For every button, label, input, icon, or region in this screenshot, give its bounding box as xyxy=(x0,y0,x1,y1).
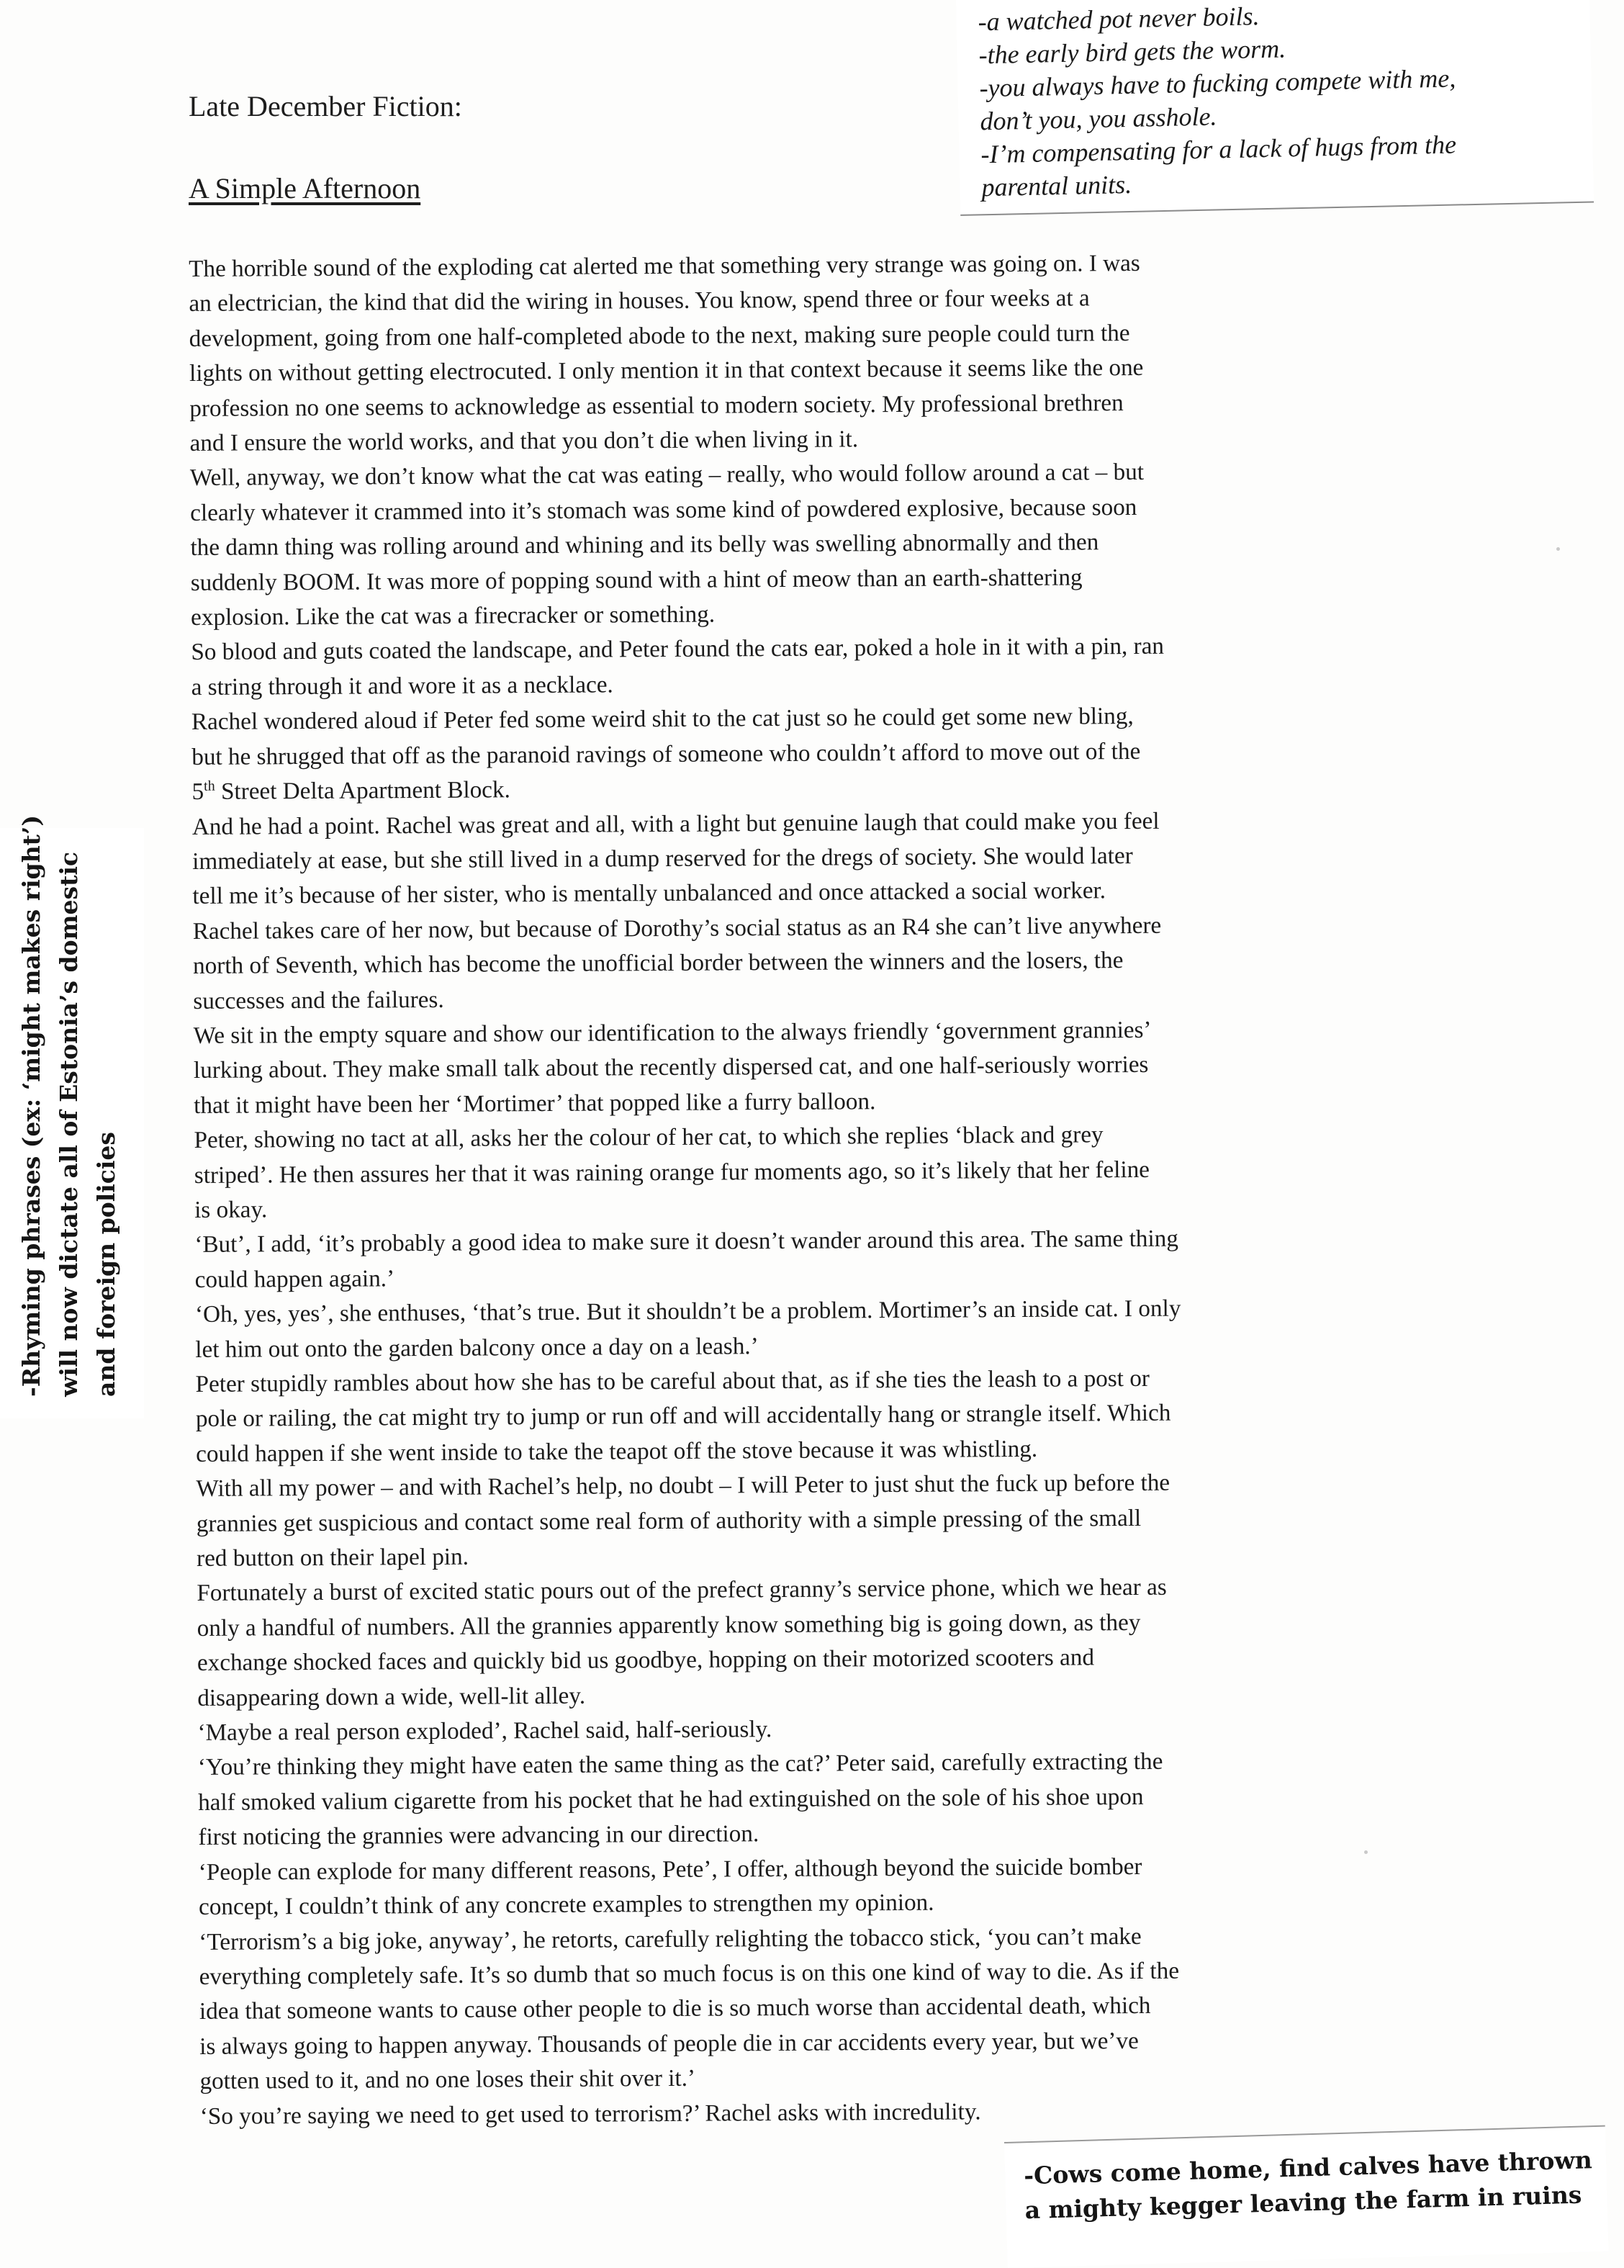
story-line: but he shrugged that off as the paranoid ravings of someone who couldn’t afford to move out of the xyxy=(191,737,1141,770)
story-line: could happen again.’ xyxy=(194,1265,395,1293)
story-line: the damn thing was rolling around and whining and its belly was swelling abnormally and then xyxy=(190,528,1099,562)
story-line: Peter, showing no tact at all, asks her the colour of her cat, to which she replies ‘black and grey xyxy=(194,1121,1104,1154)
story-line: exchange shocked faces and quickly bid us goodbye, hopping on their motorized scooters and xyxy=(197,1644,1095,1677)
story-line: north of Seventh, which has become the unofficial border between the winners and the losers, the xyxy=(192,947,1124,980)
story-line: is always going to happen anyway. Thousands of people die in car accidents every year, but we’ve xyxy=(199,2027,1139,2060)
story-line: Well, anyway, we don’t know what the cat was eating – really, who would follow around a cat – but xyxy=(189,459,1145,492)
side-note-strip xyxy=(0,814,144,1418)
scan-speck xyxy=(1364,1850,1368,1854)
bottom-note-line: -Cows come home, find calves have thrown xyxy=(1023,2146,1593,2190)
bottom-note-line: a mighty kegger leaving the farm in ruins xyxy=(1024,2180,1582,2225)
story-line: let him out onto the garden balcony once a day on a leash.’ xyxy=(195,1332,759,1363)
top-note-line: -I’m compensating for a lack of hugs from the xyxy=(980,130,1457,169)
story-line: pole or railing, the cat might try to jump or run off and will accidentally hang or strangle itself. Which xyxy=(195,1400,1171,1433)
document-title: A Simple Afternoon xyxy=(189,172,421,204)
top-note-line: -a watched pot never boils. xyxy=(978,1,1260,37)
story-line: an electrician, the kind that did the wiring in houses. You know, spend three or four weeks at a xyxy=(189,284,1090,318)
story-line: everything completely safe. It’s so dumb that so much focus is on this one kind of way to die. As if the xyxy=(199,1957,1180,1990)
story-line: So blood and guts coated the landscape, and Peter found the cats ear, poked a hole in it with a pin, ran xyxy=(191,633,1165,666)
side-note-line: will now dictate all of Estonia’s domestic xyxy=(55,851,83,1397)
story-line: 5th Street Delta Apartment Block. xyxy=(191,776,510,806)
story-line: Fortunately a burst of excited static pours out of the prefect granny’s service phone, which we hear as xyxy=(197,1574,1167,1607)
story-line: tell me it’s because of her sister, who is mentally unbalanced and once attacked a social worker. xyxy=(192,877,1106,910)
scan-speck xyxy=(1556,547,1560,551)
story-line: ‘People can explode for many different reasons, Pete’, I offer, although beyond the suicide bomber xyxy=(198,1853,1142,1886)
story-line: development, going from one half-completed abode to the next, making sure people could turn the xyxy=(189,319,1130,352)
story-line: The horrible sound of the exploding cat alerted me that something very strange was going on. I was xyxy=(189,249,1140,282)
top-note-line: -the early bird gets the worm. xyxy=(978,34,1286,70)
story-line: half smoked valium cigarette from his pocket that he had extinguished on the sole of his shoe upon xyxy=(198,1783,1144,1816)
story-line: and I ensure the world works, and that you don’t die when living in it. xyxy=(189,426,859,457)
story-line: suddenly BOOM. It was more of popping sound with a hint of meow than an earth-shattering xyxy=(190,564,1083,596)
story-line: disappearing down a wide, well-lit alley. xyxy=(197,1682,586,1711)
story-line: Peter stupidly rambles about how she has to be careful about that, as if she ties the leash to a post or xyxy=(195,1364,1150,1398)
story-line: ‘Maybe a real person exploded’, Rachel said, half-seriously. xyxy=(197,1716,772,1747)
story-line: immediately at ease, but she still lived in a dump reserved for the dregs of society. She would later xyxy=(192,842,1133,875)
side-note-line: -Rhyming phrases (ex: ‘might makes right’) xyxy=(17,814,45,1397)
story-line: successes and the failures. xyxy=(193,986,444,1014)
story-line: ‘You’re thinking they might have eaten the same thing as the cat?’ Peter said, carefully extracting the xyxy=(197,1748,1163,1781)
story-line: ‘So you’re saying we need to get used to terrorism?’ Rachel asks with incredulity. xyxy=(199,2097,981,2130)
story-line: only a handful of numbers. All the grannies apparently know something big is going down, as they xyxy=(197,1608,1141,1642)
story-line: ‘Terrorism’s a big joke, anyway’, he retorts, carefully relighting the tobacco stick, ‘you can’t make xyxy=(199,1922,1142,1956)
story-line: red button on their lapel pin. xyxy=(196,1543,469,1572)
story-line: We sit in the empty square and show our identification to the always friendly ‘government grannies’ xyxy=(193,1016,1152,1049)
story-line: ‘Oh, yes, yes’, she enthuses, ‘that’s true. But it shouldn’t be a problem. Mortimer’s an inside cat. I only xyxy=(194,1295,1181,1328)
story-line: clearly whatever it crammed into it’s stomach was some kind of powdered explosive, because soon xyxy=(190,493,1137,526)
story-line: could happen if she went inside to take the teapot off the stove because it was whistling. xyxy=(196,1435,1038,1467)
top-note-strip xyxy=(956,0,1594,216)
story-line: explosion. Like the cat was a firecracker or something. xyxy=(190,600,716,631)
document-label: Late December Fiction: xyxy=(189,90,462,122)
story-line: profession no one seems to acknowledge as essential to modern society. My professional brethren xyxy=(189,389,1124,422)
story-line: idea that someone wants to cause other people to die is so much worse than accidental death, which xyxy=(199,1992,1151,2025)
story-line: is okay. xyxy=(194,1196,268,1223)
story-line: that it might have been her ‘Mortimer’ that popped like a furry balloon. xyxy=(194,1087,876,1119)
side-note-line: and foreign policies xyxy=(92,1132,120,1397)
side-note-text xyxy=(13,814,125,1397)
top-note-line: -you always have to fucking compete with me, xyxy=(979,63,1456,103)
story-line: striped’. He then assures her that it was raining orange fur moments ago, so it’s likely that her feline xyxy=(194,1156,1150,1189)
story-line: ‘But’, I add, ‘it’s probably a good idea to make sure it doesn’t wander around this area. The same thing xyxy=(194,1225,1178,1259)
story-line: grannies get suspicious and contact some real form of authority with a simple pressing of the small xyxy=(196,1504,1142,1537)
story-line: first noticing the grannies were advancing in our direction. xyxy=(198,1820,759,1851)
story-line: With all my power – and with Rachel’s help, no doubt – I will Peter to just shut the fuck up before the xyxy=(196,1469,1170,1503)
story-line: And he had a point. Rachel was great and all, with a light but genuine laugh that could make you feel xyxy=(191,807,1160,840)
story-line: Rachel wondered aloud if Peter fed some weird shit to the cat just so he could get some new bling, xyxy=(191,703,1134,736)
story-line: lurking about. They make small talk about the recently dispersed cat, and one half-seriously worries xyxy=(193,1051,1149,1084)
story-body xyxy=(189,244,1512,2134)
story-line: lights on without getting electrocuted. I only mention it in that context because it seems like the one xyxy=(189,354,1144,387)
top-note-line: parental units. xyxy=(981,169,1132,202)
top-note-line: don’t you, you asshole. xyxy=(980,102,1217,136)
story-line: Rachel takes care of her now, but because of Dorothy’s social status as an R4 she can’t live anywhere xyxy=(192,912,1162,945)
bottom-note-strip xyxy=(1004,2125,1609,2268)
story-line: gotten used to it, and no one loses their shit over it.’ xyxy=(199,2064,696,2095)
story-line: concept, I couldn’t think of any concrete examples to strengthen my opinion. xyxy=(198,1889,934,1921)
story-line: a string through it and wore it as a necklace. xyxy=(191,671,613,701)
